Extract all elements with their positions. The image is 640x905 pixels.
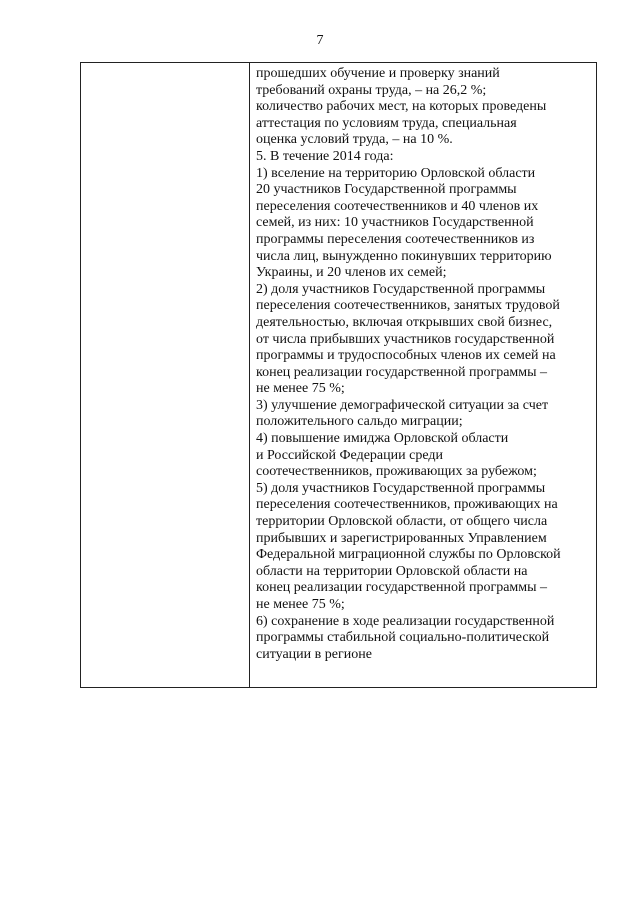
text-line: требований охраны труда, – на 26,2 %; [256,82,487,98]
text-line: 4) повышение имиджа Орловской области [256,431,509,447]
text-line: 5. В течение 2014 года: [256,148,394,164]
text-line: Украины, и 20 членов их семей; [256,265,447,281]
table-right-cell [250,63,596,687]
text-line: от числа прибывших участников государственной [256,331,555,347]
text-line: 5) доля участников Государственной программы [256,480,546,496]
table-left-cell [81,63,250,687]
text-line: 1) вселение на территорию Орловской области [256,165,536,181]
text-line: программы стабильной социально-политической [256,630,550,646]
text-line: соотечественников, проживающих за рубежом; [256,464,537,480]
text-line: программы переселения соотечественников из [256,231,535,247]
text-line: Федеральной миграционной службы по Орловской [256,547,561,563]
text-line: программы и трудоспособных членов их семей на [256,348,556,364]
text-line: переселения соотечественников, занятых трудовой [256,298,560,314]
text-line: ситуации в регионе [256,646,372,662]
text-line: прошедших обучение и проверку знаний [256,66,500,81]
text-line: семей, из них: 10 участников Государственной [256,215,534,231]
text-line: переселения соотечественников и 40 членов их [256,198,539,214]
text-line: оценка условий труда, – на 10 %. [256,132,453,148]
text-line: аттестация по условиям труда, специальная [256,115,517,131]
text-line: положительного сальдо миграции; [256,414,463,430]
text-line: и Российской Федерации среди [256,447,443,463]
text-line: деятельностью, включая открывших свой бизнес, [256,314,553,330]
text-line: конец реализации государственной программы – [256,364,548,380]
page-number: 7 [316,33,324,48]
text-line: прибывших и зарегистрированных Управлением [256,530,547,546]
text-line: области на территории Орловской области на [256,563,528,579]
text-line: 2) доля участников Государственной программы [256,281,546,297]
text-line: переселения соотечественников, проживающих на [256,497,558,513]
text-line: 20 участников Государственной программы [256,182,517,198]
text-line: количество рабочих мест, на которых проведены [256,99,547,115]
text-line: числа лиц, вынужденно покинувших территорию [256,248,552,264]
text-line: не менее 75 %; [256,381,345,397]
text-line: 3) улучшение демографической ситуации за счет [256,397,549,413]
text-line: 6) сохранение в ходе реализации государственной [256,613,555,629]
text-line: территории Орловской области, от общего числа [256,514,548,530]
text-line: конец реализации государственной программы – [256,580,548,596]
document-table [80,62,597,688]
text-line: не менее 75 %; [256,597,345,612]
